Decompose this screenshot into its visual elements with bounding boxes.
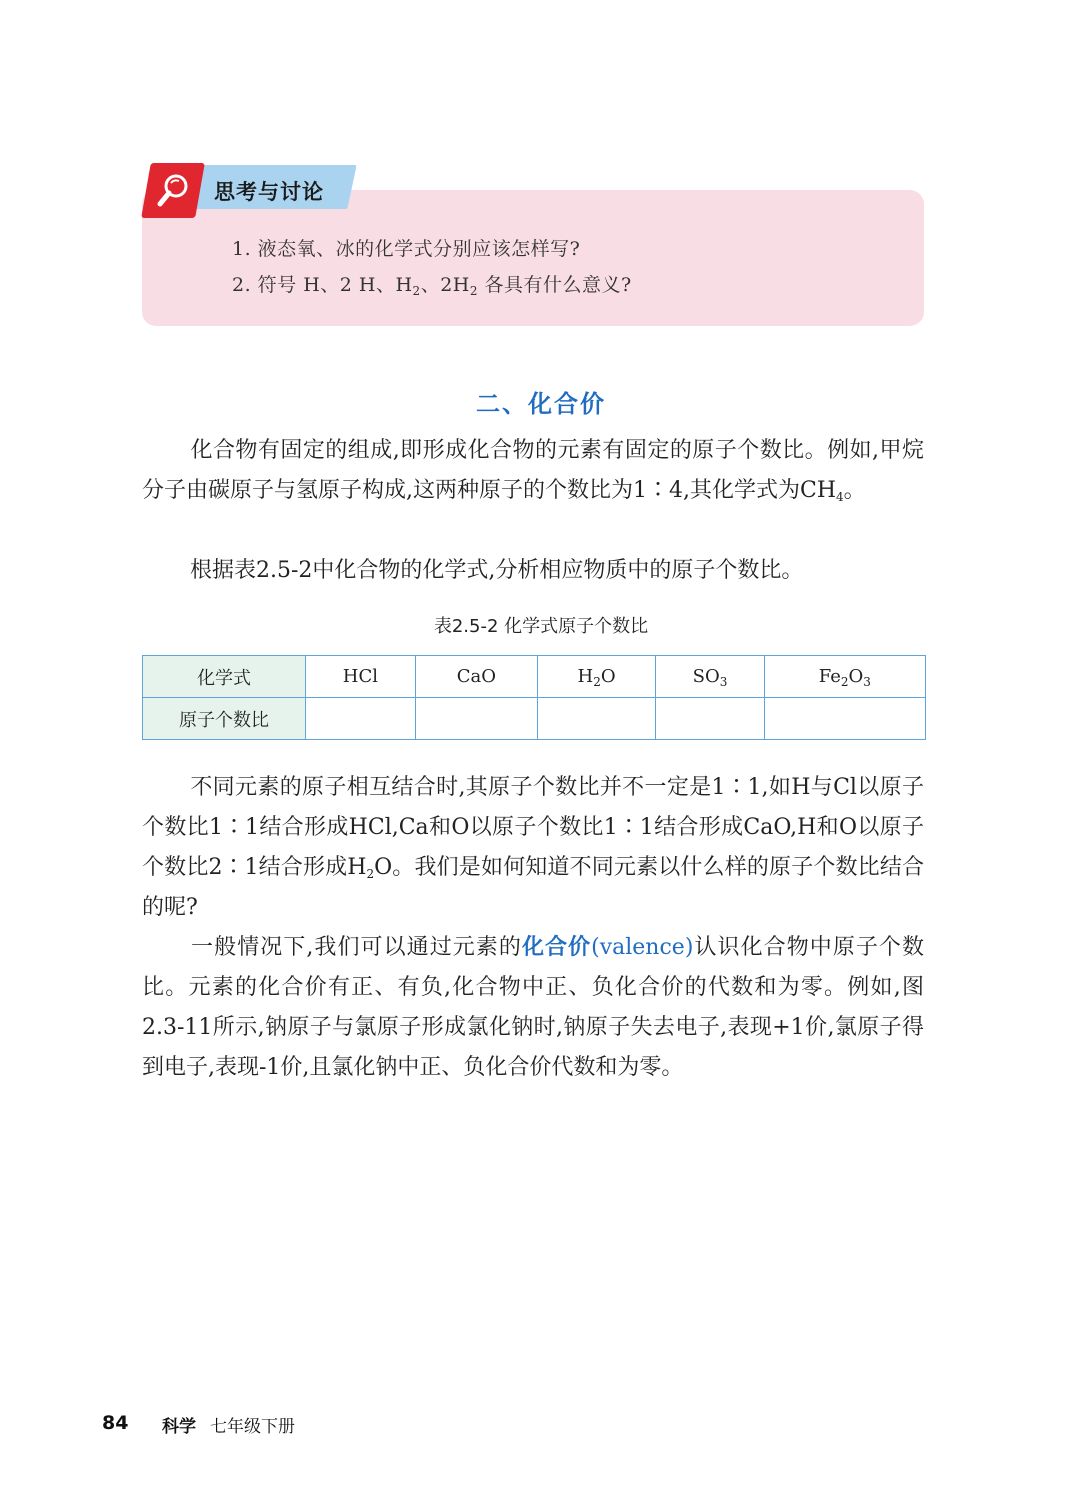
page-number: 84	[102, 1412, 129, 1434]
table-cell-empty	[764, 698, 925, 740]
table-row	[143, 656, 926, 698]
table-cell-empty	[415, 698, 537, 740]
table-caption: 表2.5-2 化学式原子个数比	[433, 616, 649, 637]
table-cell-hcl: HCl	[306, 656, 416, 698]
paragraph-3: 不同元素的原子相互结合时,其原子个数比并不一定是1∶1,如H与Cl以原子个数比1∶1结合形成HCl,Ca和O以原子个数比1∶1结合形成CaO,H和O以原子个数比2∶1结合形成$H_2O$。我们是如何知道不同元素以什么样的原子个数比结合的呢?	[142, 775, 924, 920]
formula-table	[142, 655, 926, 740]
table-cell-empty	[306, 698, 416, 740]
discussion-question-1: 1. 液态氧、冰的化学式分别应该怎样写?	[232, 238, 581, 260]
table-cell-empty	[656, 698, 764, 740]
table-cell-h2o: $H_2O$	[537, 656, 656, 698]
footer-grade: 七年级下册	[210, 1417, 295, 1437]
table-header-ratio: 原子个数比	[143, 698, 306, 740]
table-header-formula: 化学式	[143, 656, 306, 698]
footer-subject: 科学	[162, 1417, 196, 1437]
discussion-title: 思考与讨论	[214, 180, 324, 204]
keyword-valence-english: (valence)	[591, 935, 694, 960]
paragraph-1: 化合物有固定的组成,即形成化合物的元素有固定的原子个数比。例如,甲烷分子由碳原子与氢原子构成,这两种原子的个数比为1∶4,其化学式为$CH_4$。	[142, 438, 924, 504]
table-cell-so3: $SO_3$	[656, 656, 764, 698]
table-cell-fe2o3: $Fe_2O_3$	[764, 656, 925, 698]
table-cell-cao: CaO	[415, 656, 537, 698]
magnifier-icon	[154, 171, 192, 211]
table-row	[143, 698, 926, 740]
keyword-valence: 化合价	[521, 935, 592, 960]
section-title: 二、化合价	[476, 390, 606, 418]
paragraph-2: 根据表2.5-2中化合物的化学式,分析相应物质中的原子个数比。	[190, 558, 804, 583]
table-cell-empty	[537, 698, 656, 740]
discussion-question-2: 2. 符号 H、2 H、$H_2$、$2H_2$ 各具有什么意义?	[232, 274, 632, 298]
paragraph-4: 一般情况下,我们可以通过元素的化合价(valence)认识化合物中原子个数比。元素的化合价有正、有负,化合物中正、负化合价的代数和为零。例如,图2.3-11所示,钠原子与氯原子形成氯化钠时,钠原子失去电子,表现+1价,氯原子得到电子,表现-1价,且氯化钠中正、负化合价代数和为零。	[142, 935, 924, 1080]
